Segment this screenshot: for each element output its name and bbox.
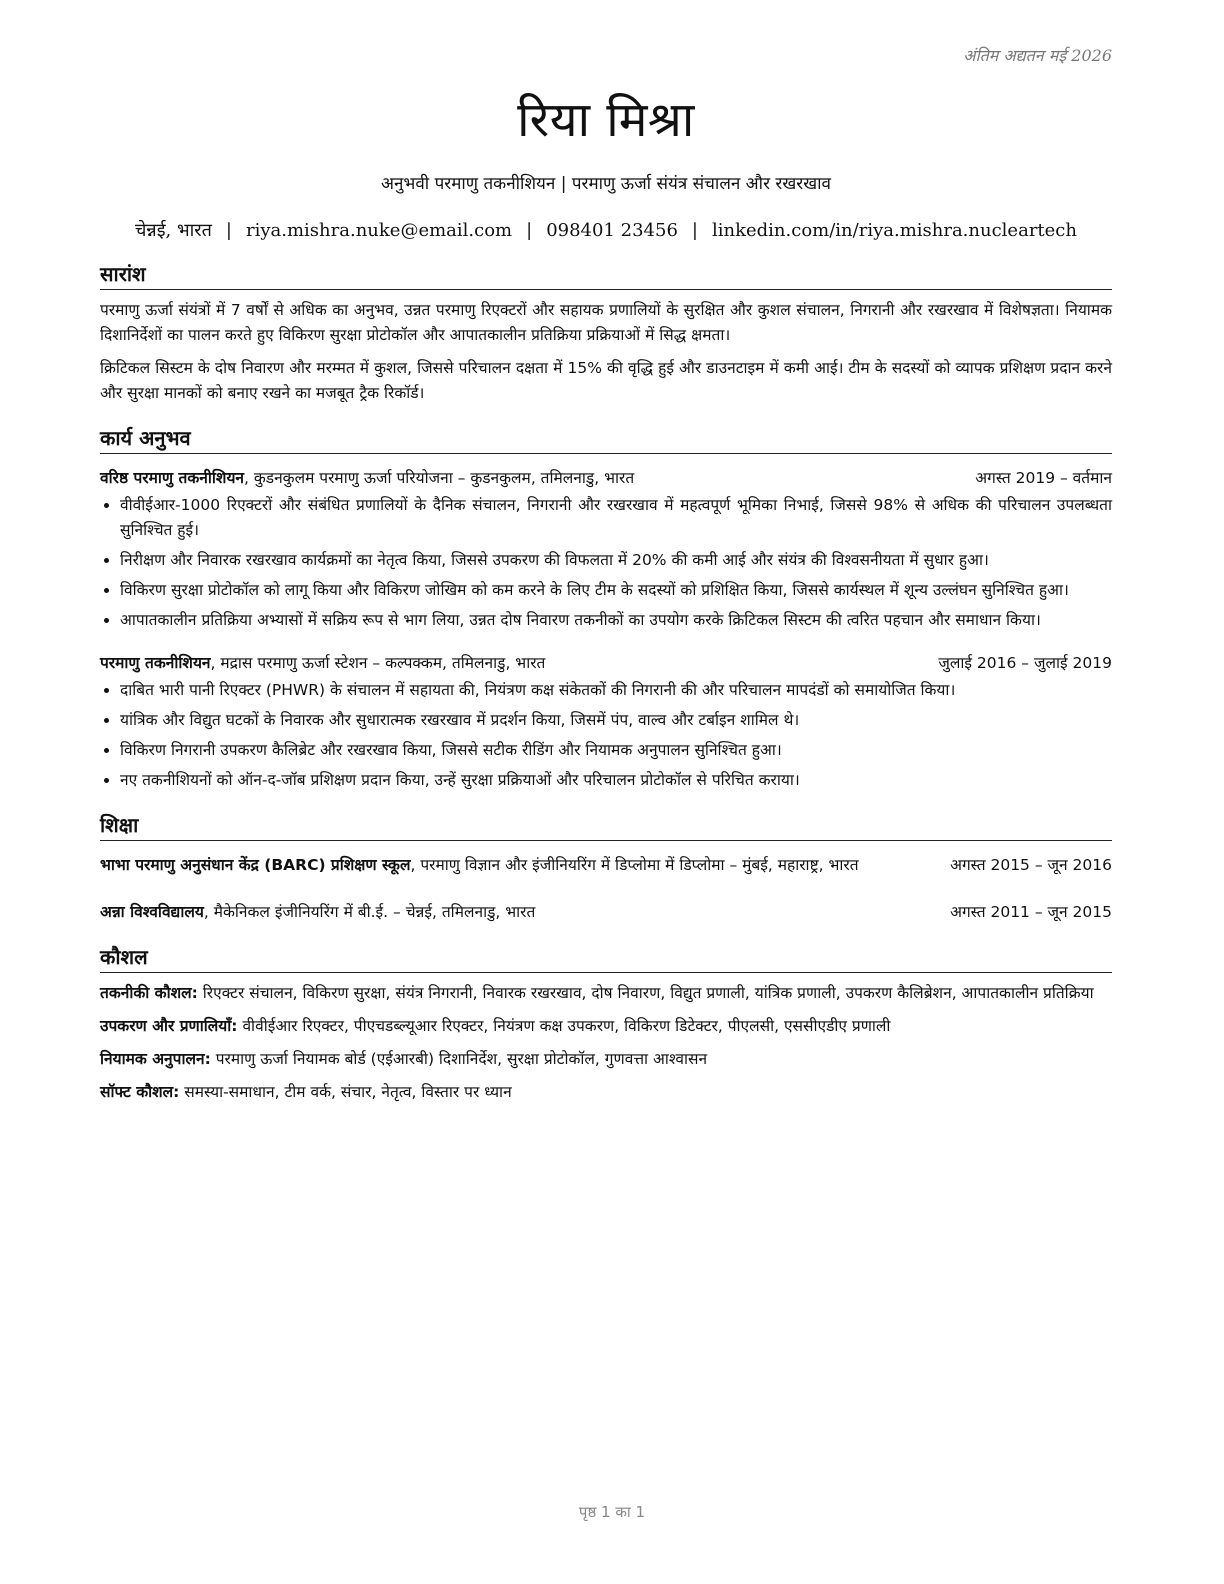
separator: | — [526, 220, 533, 241]
job-dates: जुलाई 2016 – जुलाई 2019 — [938, 654, 1112, 672]
education-institution: अन्ना विश्वविद्यालय — [100, 903, 204, 921]
skill-label: नियामक अनुपालन: — [100, 1050, 211, 1068]
page-number: पृष्ठ 1 का 1 — [578, 1503, 646, 1521]
skill-value: वीवीईआर रिएक्टर, पीएचडब्ल्यूआर रिएक्टर, नियंत्रण कक्ष उपकरण, विकिरण डिटेक्टर, पीएलसी, एससीएडीए प्रणाली — [237, 1017, 891, 1035]
skill-label: सॉफ्ट कौशल: — [100, 1083, 180, 1101]
list-item: • वीवीईआर-1000 रिएक्टरों और संबंधित प्रणालियों के दैनिक संचालन, निगरानी और रखरखाव में महत्वपूर्ण भूमिका निभाई, जिससे 98% से अधिक की परिचालन उपलब्धता सुनिश्चित हुई। — [120, 493, 1112, 543]
separator: | — [691, 220, 698, 241]
last-updated: अंतिम अद्यतन मई 2026 — [963, 46, 1112, 65]
job-role: परमाणु तकनीशियन — [100, 654, 211, 672]
job-dates: अगस्त 2019 – वर्तमान — [975, 469, 1112, 487]
summary-paragraph: क्रिटिकल सिस्टम के दोष निवारण और मरम्मत में कुशल, जिससे परिचालन दक्षता में 15% की वृद्धि हुई और डाउनटाइम में कमी आई। टीम के सदस्यों को व्यापक प्रशिक्षण प्रदान करने और सुरक्षा मानकों को बनाए रखने का मजबूत ट्रैक रिकॉर्ड। — [100, 359, 1112, 402]
section-title-experience: कार्य अनुभव — [100, 424, 1112, 454]
candidate-name: रिया मिश्रा — [517, 92, 695, 148]
job-bullets — [100, 678, 1112, 793]
contact-location: चेन्नई, भारत — [135, 220, 212, 241]
education-institution: भाभा परमाणु अनुसंधान केंद्र (BARC) प्रशिक्षण स्कूल — [100, 856, 411, 874]
contact-phone: 098401 23456 — [546, 220, 678, 241]
list-item: • आपातकालीन प्रतिक्रिया अभ्यासों में सक्रिय रूप से भाग लिया, उन्नत दोष निवारण तकनीकों का उपयोग करके क्रिटिकल सिस्टम की त्वरित पहचान और समाधान किया। — [120, 608, 1112, 633]
skill-value: परमाणु ऊर्जा नियामक बोर्ड (एईआरबी) दिशानिर्देश, सुरक्षा प्रोटोकॉल, गुणवत्ता आश्वासन — [210, 1050, 708, 1068]
list-item: • निरीक्षण और निवारक रखरखाव कार्यक्रमों का नेतृत्व किया, जिससे उपकरण की विफलता में 20% की कमी आई और संयंत्र की विश्वसनीयता में सुधार हुआ। — [120, 548, 1112, 573]
job-header — [100, 651, 1112, 676]
section-title-skills: कौशल — [100, 943, 1112, 973]
job-org: , मद्रास परमाणु ऊर्जा स्टेशन – कल्पक्कम, तमिलनाडु, भारत — [210, 654, 546, 672]
skill-label: उपकरण और प्रणालियाँ: — [100, 1017, 238, 1035]
skill-line — [100, 1047, 1112, 1072]
contact-email[interactable]: riya.mishra.nuke@email.com — [246, 220, 513, 241]
list-item: • यांत्रिक और विद्युत घटकों के निवारक और सुधारात्मक रखरखाव में प्रदर्शन किया, जिसमें पंप, वाल्व और टर्बाइन शामिल थे। — [120, 708, 1112, 733]
education-entry — [100, 853, 1112, 878]
job-header — [100, 466, 1112, 491]
skill-label: तकनीकी कौशल: — [100, 984, 198, 1002]
contact-line — [100, 218, 1112, 242]
skill-line — [100, 1080, 1112, 1105]
separator: | — [225, 220, 232, 241]
skill-line — [100, 981, 1112, 1006]
contact-linkedin[interactable]: linkedin.com/in/riya.mishra.nucleartech — [711, 220, 1077, 241]
headline: अनुभवी परमाणु तकनीशियन | परमाणु ऊर्जा संयंत्र संचालन और रखरखाव — [380, 174, 832, 194]
section-title-summary: सारांश — [100, 260, 1112, 290]
list-item: • विकिरण निगरानी उपकरण कैलिब्रेट और रखरखाव किया, जिससे सटीक रीडिंग और नियामक अनुपालन सुनिश्चित हुआ। — [120, 738, 1112, 763]
education-detail: , परमाणु विज्ञान और इंजीनियरिंग में डिप्लोमा में डिप्लोमा – मुंबई, महाराष्ट्र, भारत — [410, 856, 859, 874]
job-org: , कुडनकुलम परमाणु ऊर्जा परियोजना – कुडनकुलम, तमिलनाडु, भारत — [244, 469, 635, 487]
section-title-education: शिक्षा — [100, 811, 1112, 841]
list-item: • विकिरण सुरक्षा प्रोटोकॉल को लागू किया और विकिरण जोखिम को कम करने के लिए टीम के सदस्यों को प्रशिक्षित किया, जिससे कार्यस्थल में शून्य उल्लंघन सुनिश्चित हुआ। — [120, 578, 1112, 603]
education-dates: अगस्त 2011 – जून 2015 — [950, 903, 1112, 921]
skill-value: रिएक्टर संचालन, विकिरण सुरक्षा, संयंत्र निगरानी, निवारक रखरखाव, दोष निवारण, विद्युत प्रणाली, यांत्रिक प्रणाली, उपकरण कैलिब्रेशन, आपातकालीन प्रतिक्रिया — [197, 984, 1094, 1002]
education-detail: , मैकेनिकल इंजीनियरिंग में बी.ई. – चेन्नई, तमिलनाडु, भारत — [203, 903, 536, 921]
education-dates: अगस्त 2015 – जून 2016 — [950, 856, 1112, 874]
summary-paragraph: परमाणु ऊर्जा संयंत्रों में 7 वर्षों से अधिक का अनुभव, उन्नत परमाणु रिएक्टरों और सहायक प्रणालियों के सुरक्षित और कुशल संचालन, निगरानी और रखरखाव में विशेषज्ञता। नियामक दिशानिर्देशों का पालन करते हुए विकिरण सुरक्षा प्रोटोकॉल और आपातकालीन प्रतिक्रिया प्रक्रियाओं में सिद्ध क्षमता। — [100, 301, 1112, 344]
skill-line — [100, 1014, 1112, 1039]
list-item: • नए तकनीशियनों को ऑन-द-जॉब प्रशिक्षण प्रदान किया, उन्हें सुरक्षा प्रक्रियाओं और परिचालन प्रोटोकॉल से परिचित कराया। — [120, 768, 1112, 793]
job-role: वरिष्ठ परमाणु तकनीशियन — [100, 469, 245, 487]
list-item: • दाबित भारी पानी रिएक्टर (PHWR) के संचालन में सहायता की, नियंत्रण कक्ष संकेतकों की निगरानी की और परिचालन मापदंडों को समायोजित किया। — [120, 678, 1112, 703]
resume-page — [100, 0, 1112, 1105]
skill-value: समस्या-समाधान, टीम वर्क, संचार, नेतृत्व, विस्तार पर ध्यान — [179, 1083, 512, 1101]
job-bullets — [100, 493, 1112, 633]
education-entry — [100, 900, 1112, 925]
